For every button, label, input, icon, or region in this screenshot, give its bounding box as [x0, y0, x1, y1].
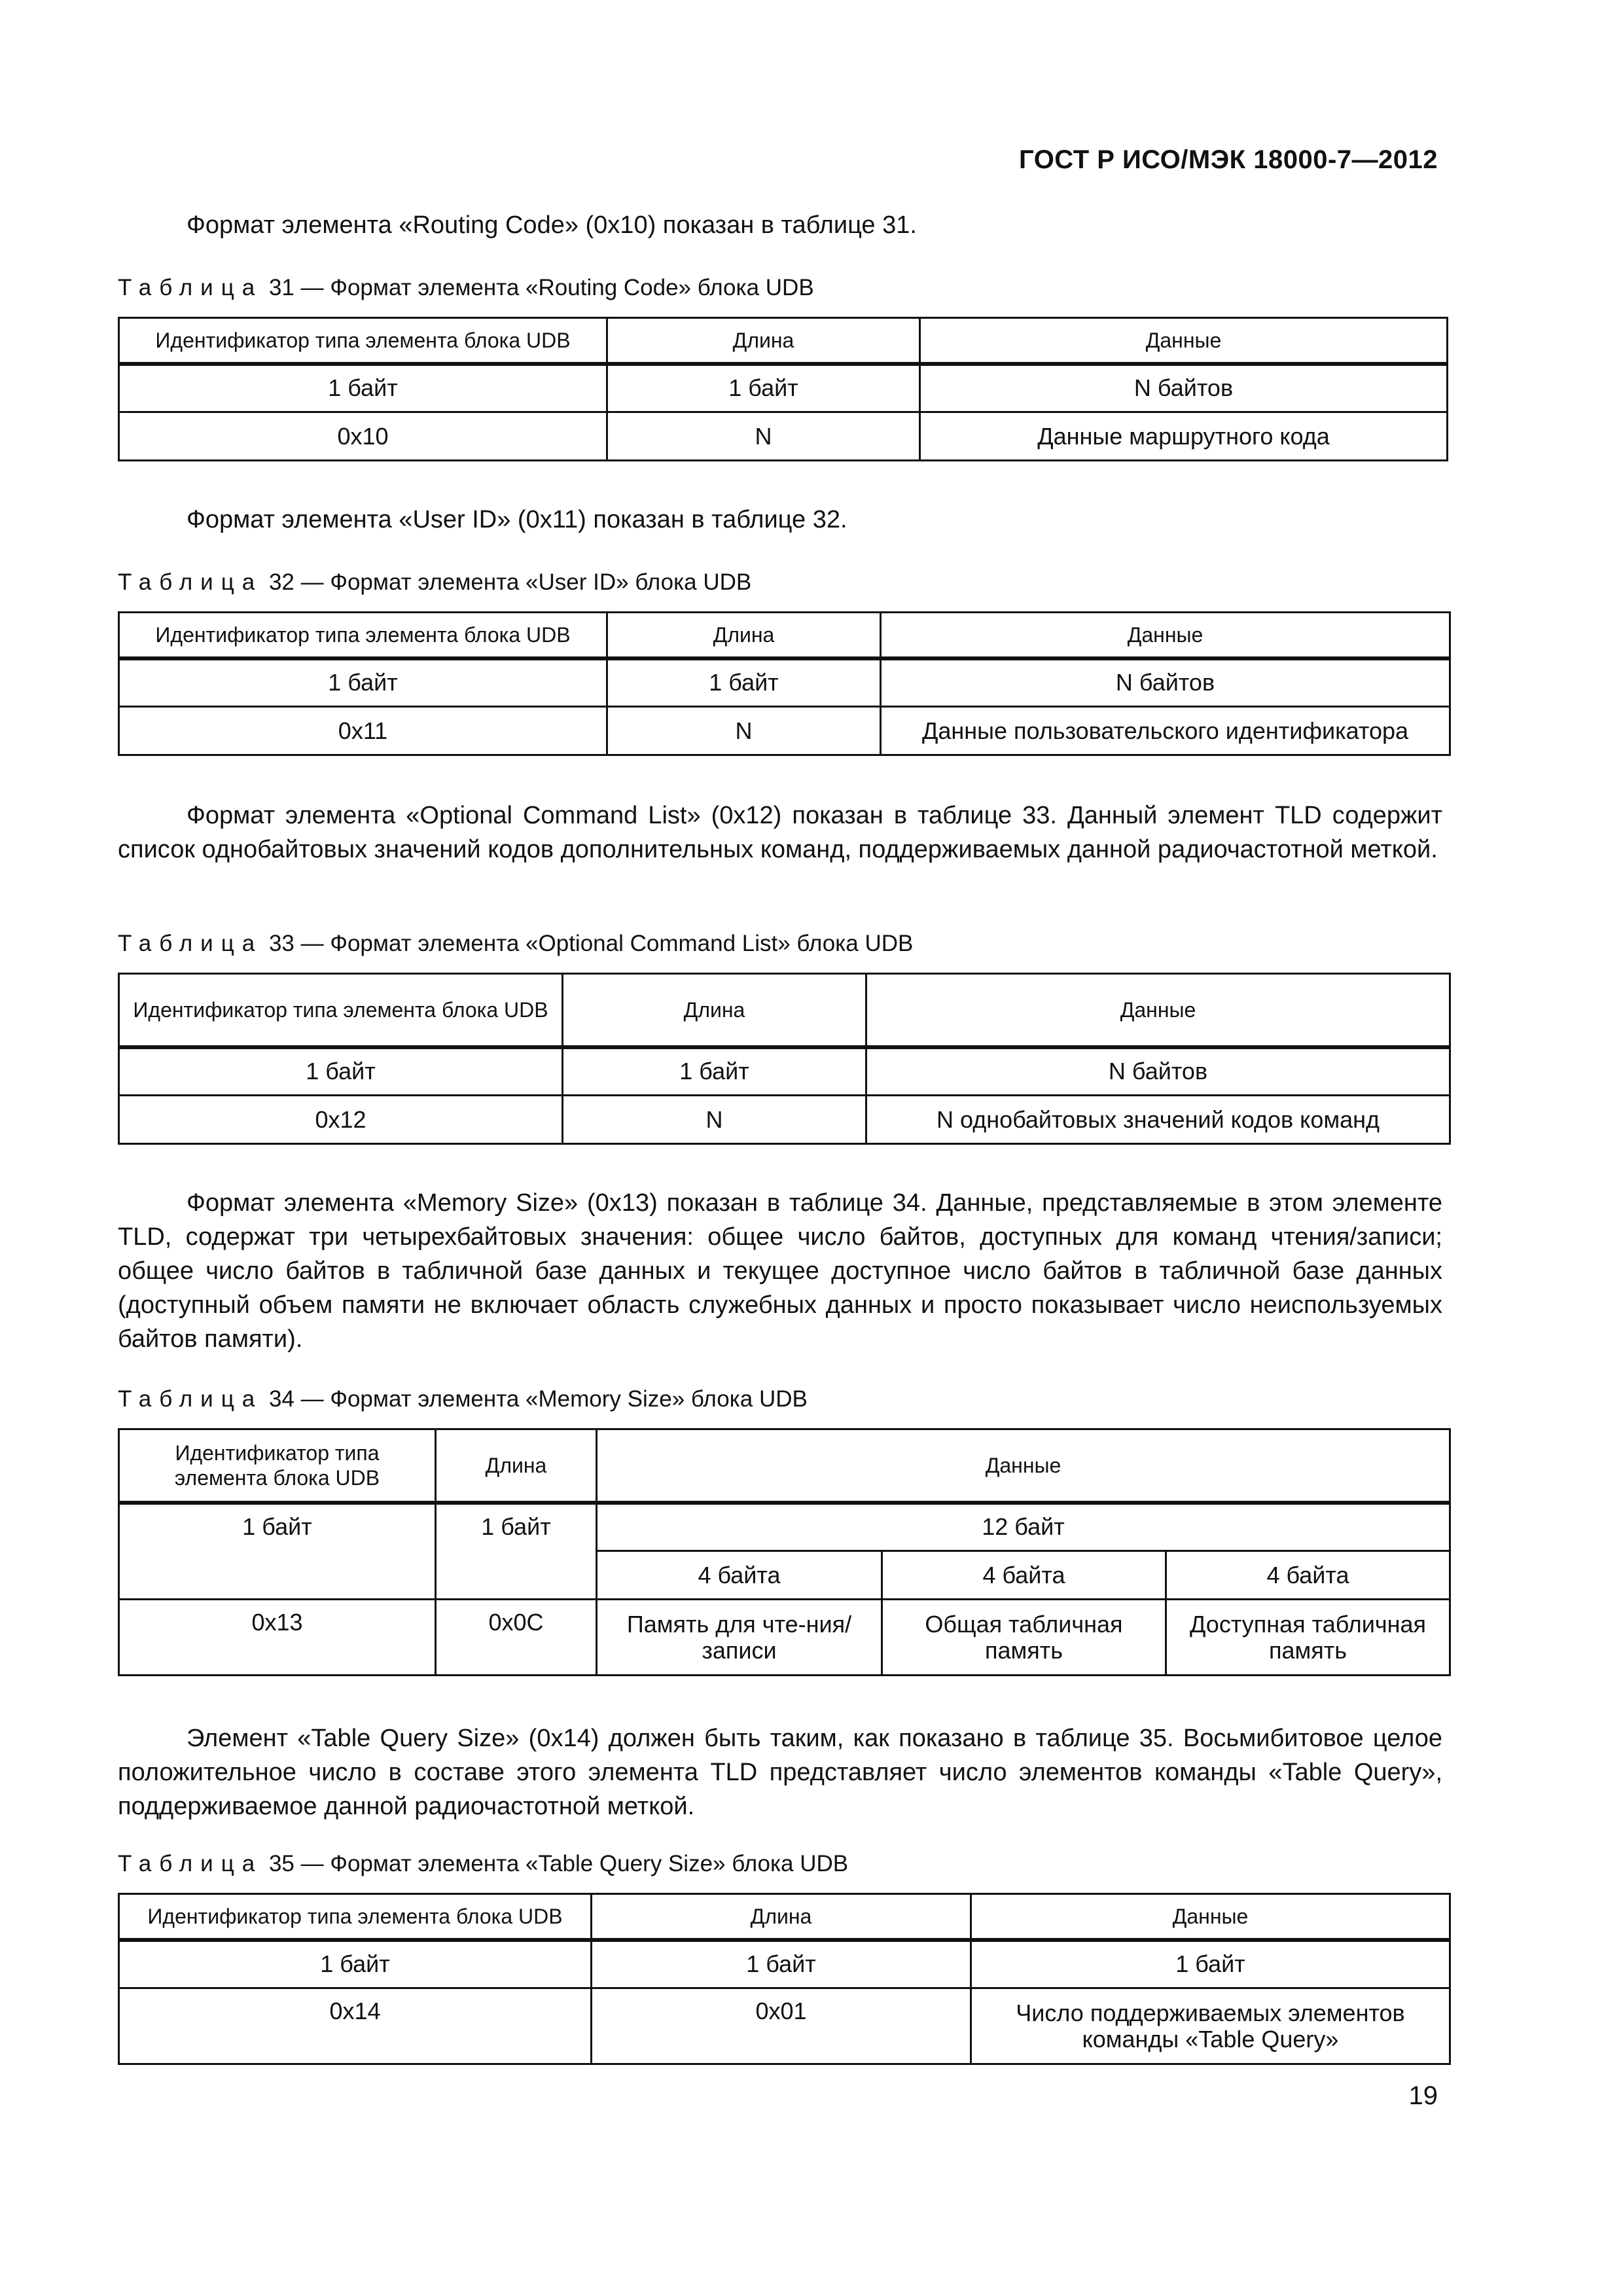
caption-prefix: Таблица: [118, 569, 263, 595]
paragraph-text: Формат элемента «User ID» (0x11) показан в таблице 32.: [187, 506, 847, 533]
paragraph-table35-intro: [118, 1721, 1442, 1823]
table-cell: 0x01: [592, 1988, 971, 2064]
table-35: [118, 1893, 1451, 2065]
table-cell: Доступная табличная память: [1166, 1600, 1450, 1676]
caption-text: 34 — Формат элемента «Memory Size» блока UDB: [262, 1386, 808, 1412]
table-cell: N: [607, 707, 881, 755]
table-cell: 0x14: [119, 1988, 592, 2064]
table-cell: 1 байт: [119, 1503, 436, 1600]
caption-prefix: Таблица: [118, 931, 263, 956]
header-cell: Длина: [607, 318, 920, 364]
header-cell: Данные: [881, 613, 1450, 658]
table-cell: N: [563, 1096, 866, 1144]
table-cell: 1 байт: [119, 364, 607, 412]
caption-text: 31 — Формат элемента «Routing Code» блока UDB: [262, 275, 814, 300]
table-cell: 4 байта: [1166, 1551, 1450, 1600]
paragraph-table31-intro: [118, 208, 1442, 242]
header-cell: Длина: [592, 1894, 971, 1940]
header-cell: Длина: [607, 613, 881, 658]
table-cell: N байтов: [881, 658, 1450, 707]
table-cell: N байтов: [866, 1047, 1450, 1096]
table-row: [119, 707, 1450, 755]
caption-text: 32 — Формат элемента «User ID» блока UDB: [262, 569, 752, 595]
header-cell: Идентификатор типа элемента блока UDB: [119, 613, 607, 658]
table-cell: Данные маршрутного кода: [920, 412, 1448, 461]
table-row: [119, 1988, 1450, 2064]
header-cell: Данные: [866, 974, 1450, 1047]
table32-caption: [118, 568, 751, 597]
header-cell: Данные: [597, 1429, 1450, 1503]
table-header-row: [119, 974, 1450, 1047]
header-cell: Идентификатор типа элемента блока UDB: [119, 974, 563, 1047]
header-cell: Данные: [920, 318, 1448, 364]
table-header-row: [119, 1429, 1450, 1503]
table-cell: 1 байт: [971, 1940, 1450, 1988]
table34-caption: [118, 1385, 808, 1414]
table-cell: 1 байт: [119, 1047, 563, 1096]
table-row: [119, 1047, 1450, 1096]
paragraph-table32-intro: [118, 503, 1442, 537]
table-row: [119, 364, 1448, 412]
table-header-row: [119, 318, 1448, 364]
table-cell: 4 байта: [882, 1551, 1166, 1600]
table-32: [118, 611, 1451, 756]
table-cell: 1 байт: [119, 1940, 592, 1988]
table35-caption: [118, 1850, 848, 1878]
table-header-row: [119, 1894, 1450, 1940]
paragraph-table33-intro: [118, 798, 1442, 867]
table-cell: 0x0C: [436, 1600, 597, 1676]
table-cell: 0x11: [119, 707, 607, 755]
table-row: [119, 1503, 1450, 1551]
table-cell: 0x13: [119, 1600, 436, 1676]
table-cell: N однобайтовых значений кодов команд: [866, 1096, 1450, 1144]
table-header-row: [119, 613, 1450, 658]
table-cell: 0x10: [119, 412, 607, 461]
header-cell: Идентификатор типа элемента блока UDB: [119, 1429, 436, 1503]
table-cell: 1 байт: [119, 658, 607, 707]
table-cell: 1 байт: [607, 364, 920, 412]
caption-text: 33 — Формат элемента «Optional Command List» блока UDB: [262, 931, 914, 956]
header-cell: Длина: [563, 974, 866, 1047]
table-cell: 1 байт: [563, 1047, 866, 1096]
table-row: [119, 1600, 1450, 1676]
header-cell: Идентификатор типа элемента блока UDB: [119, 1894, 592, 1940]
table-row: [119, 658, 1450, 707]
paragraph-text: Формат элемента «Optional Command List» (0x12) показан в таблице 33. Данный элемент TLD содержит список однобайтовых значений кодов дополнительных команд, поддерживаемых данной радиочастотной меткой.: [118, 802, 1442, 863]
table-cell: 4 байта: [597, 1551, 882, 1600]
caption-prefix: Таблица: [118, 1386, 263, 1412]
table-row: [119, 1096, 1450, 1144]
table-cell: 1 байт: [436, 1503, 597, 1600]
table-cell: N: [607, 412, 920, 461]
caption-prefix: Таблица: [118, 1851, 263, 1876]
table-cell: N байтов: [920, 364, 1448, 412]
table33-caption: [118, 929, 913, 958]
table-33: [118, 973, 1451, 1145]
paragraph-text: Формат элемента «Routing Code» (0x10) показан в таблице 31.: [187, 211, 917, 239]
table-34: [118, 1428, 1451, 1676]
standard-header: ГОСТ Р ИСО/МЭК 18000-7—2012: [1019, 145, 1438, 174]
table-cell: 1 байт: [607, 658, 881, 707]
table-row: [119, 412, 1448, 461]
table-cell: Число поддерживаемых элементов команды «Table Query»: [971, 1988, 1450, 2064]
caption-prefix: Таблица: [118, 275, 263, 300]
paragraph-text: Формат элемента «Memory Size» (0x13) показан в таблице 34. Данные, представляемые в этом элементе TLD, содержат три четырехбайтовых значения: общее число байтов, доступных для команд чтения/записи; общее число байтов в табличной базе данных и текущее доступное число байтов в табличной базе данных (доступный объем памяти не включает область служебных данных и просто показывает число неиспользуемых байтов памяти).: [118, 1189, 1442, 1353]
header-cell: Длина: [436, 1429, 597, 1503]
caption-text: 35 — Формат элемента «Table Query Size» блока UDB: [262, 1851, 849, 1876]
table-cell: 0x12: [119, 1096, 563, 1144]
table31-caption: [118, 274, 814, 302]
page-number: 19: [1408, 2081, 1438, 2110]
table-cell: Общая табличная память: [882, 1600, 1166, 1676]
table-cell: 12 байт: [597, 1503, 1450, 1551]
header-cell: Данные: [971, 1894, 1450, 1940]
table-cell: Память для чте-ния/записи: [597, 1600, 882, 1676]
paragraph-table34-intro: [118, 1186, 1442, 1356]
table-31: [118, 317, 1448, 461]
paragraph-text: Элемент «Table Query Size» (0x14) должен быть таким, как показано в таблице 35. Восьмибитовое целое положительное число в составе этого элемента TLD представляет число элементов команды «Table Query», поддерживаемое данной радиочастотной меткой.: [118, 1725, 1442, 1820]
table-cell: 1 байт: [592, 1940, 971, 1988]
table-row: [119, 1940, 1450, 1988]
header-cell: Идентификатор типа элемента блока UDB: [119, 318, 607, 364]
table-cell: Данные пользовательского идентификатора: [881, 707, 1450, 755]
